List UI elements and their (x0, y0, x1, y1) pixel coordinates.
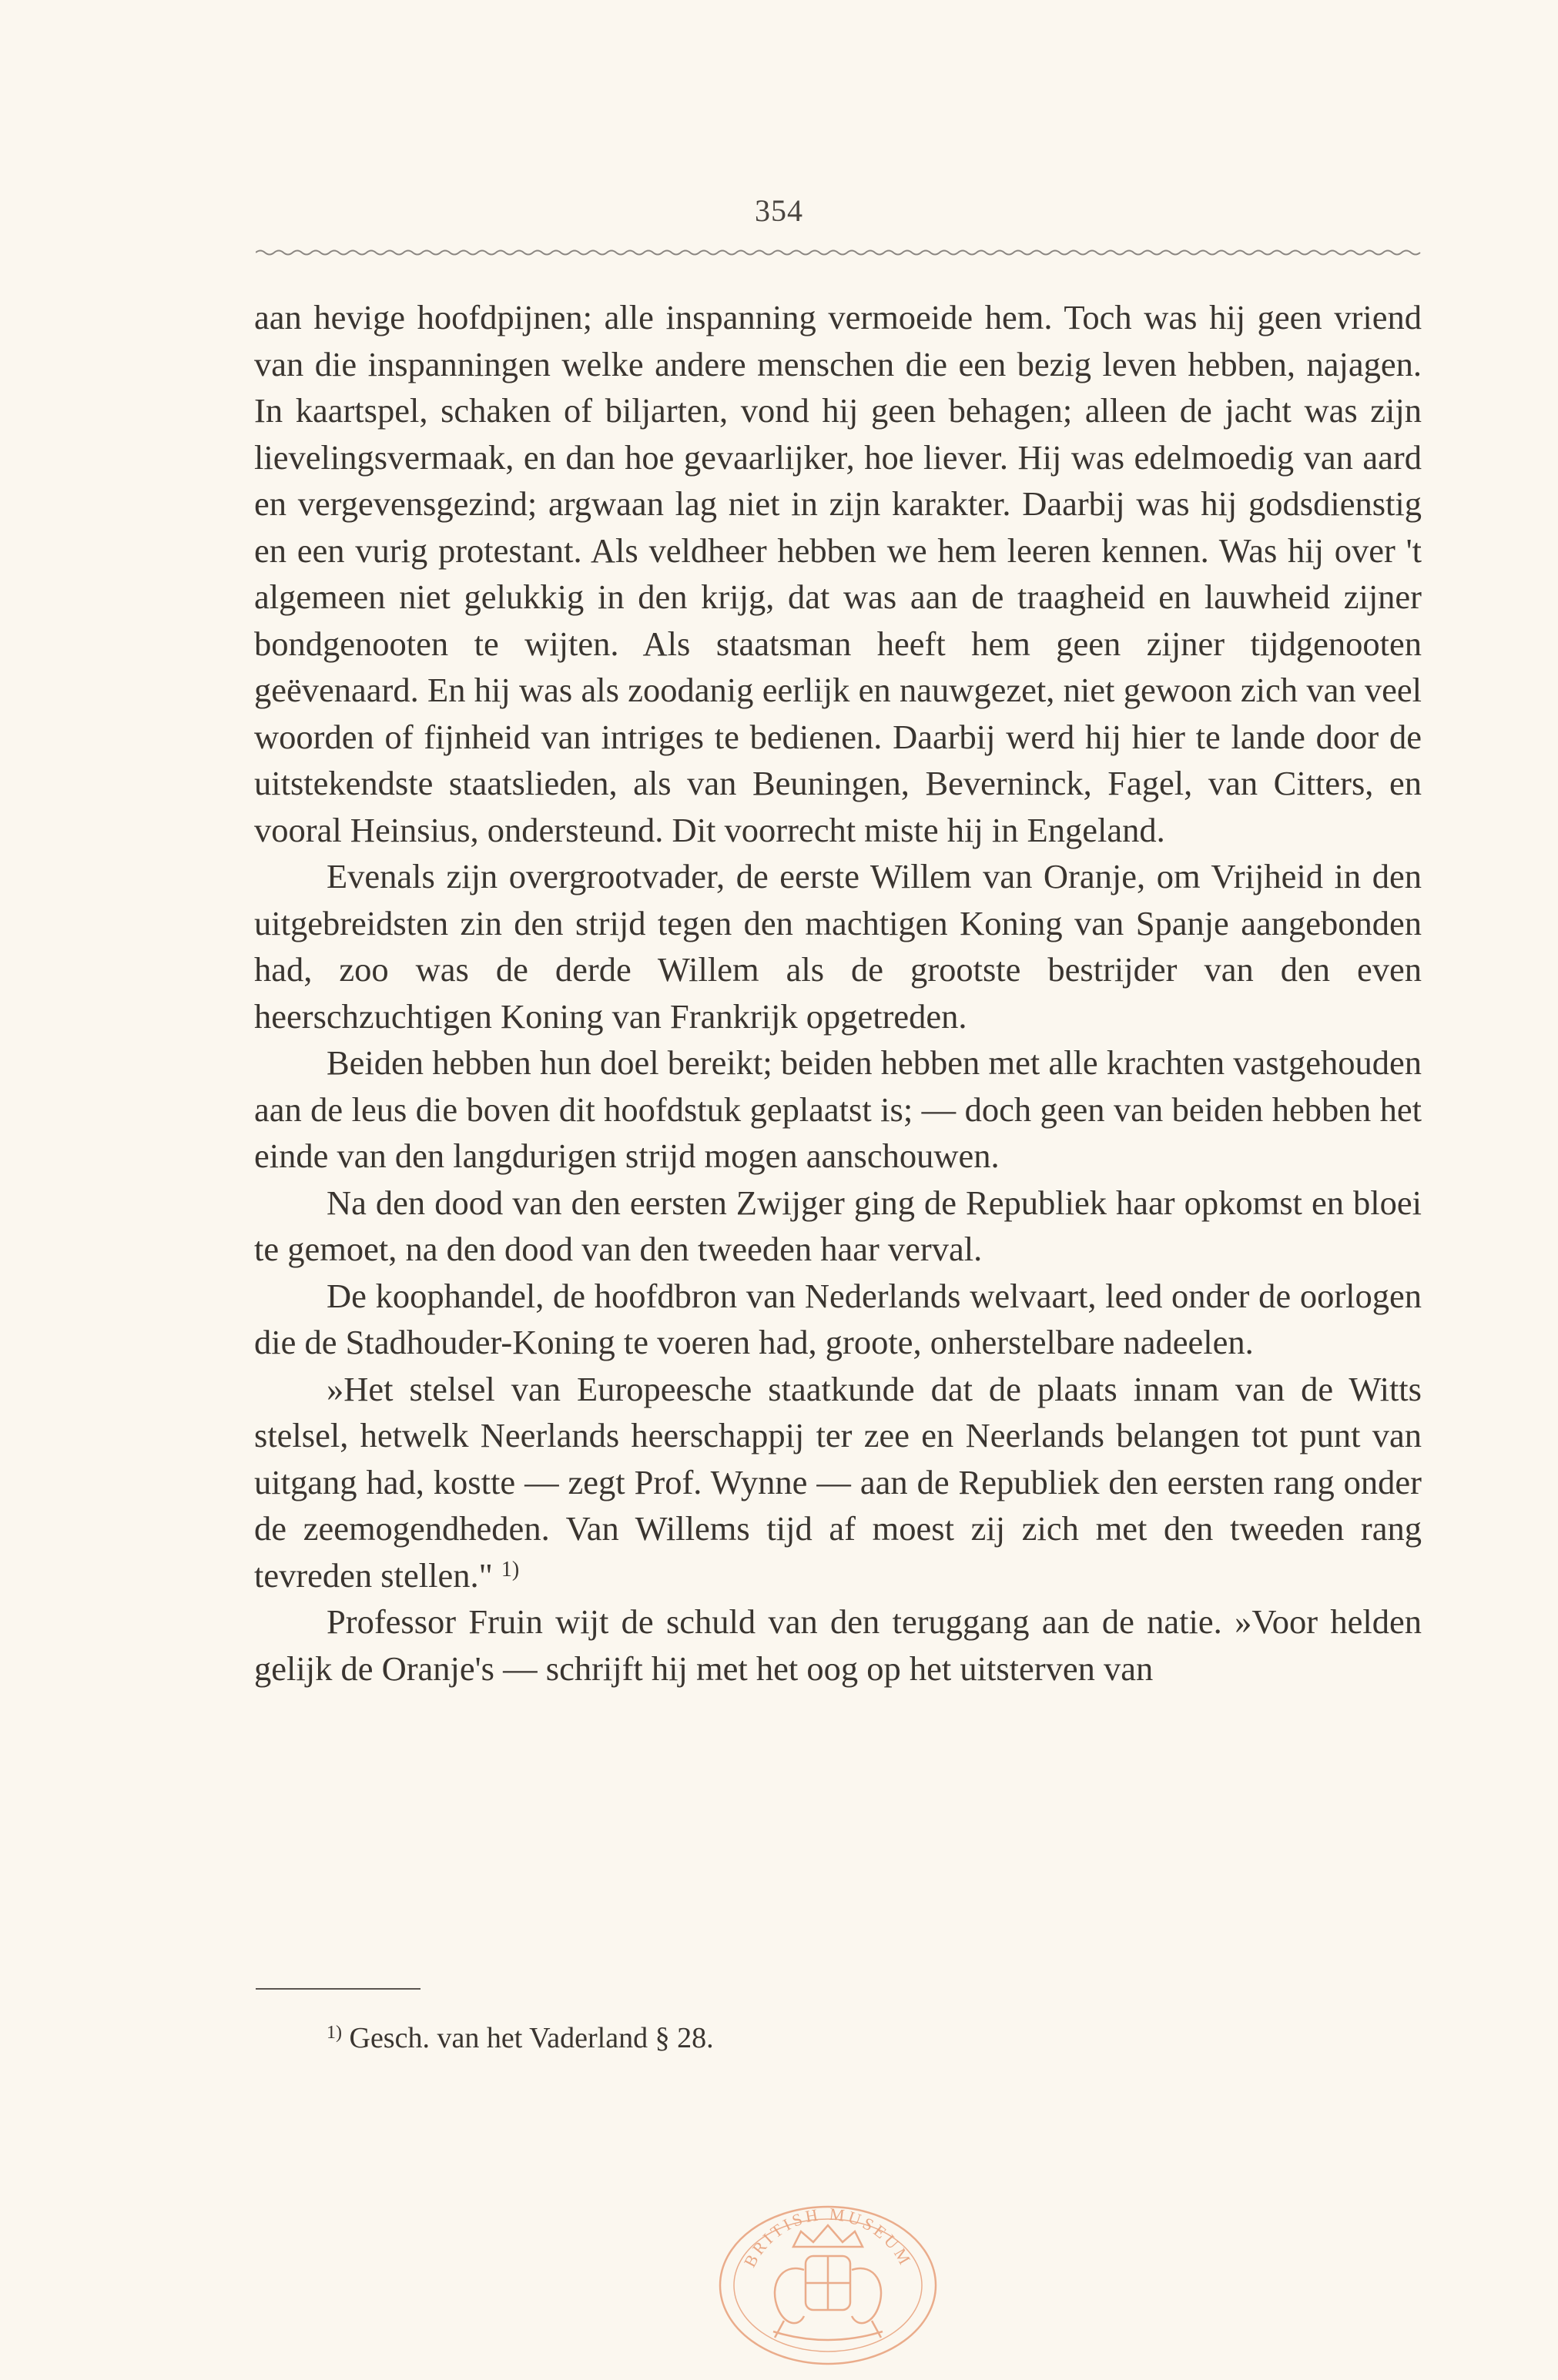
stamp-lettering: BRITISH MUSEUM (739, 2204, 916, 2271)
body-text (254, 294, 1422, 1692)
paragraph-with-footnote (254, 1366, 1422, 1599)
footnote-reference: 1) (501, 1557, 520, 1582)
footnote-text: Gesch. van het Vaderland § 28. (349, 2022, 714, 2054)
page-number: 354 (755, 193, 803, 228)
paragraph: Professor Fruin wijt de schuld van den teruggang aan de natie. »Voor helden gelijk de Oranje's — schrijft hij met het oog op het uitsterven van (254, 1602, 1422, 1688)
footnote-rule (256, 1988, 420, 1990)
british-museum-stamp (707, 2185, 949, 2367)
paragraph: aan hevige hoofdpijnen; alle inspanning vermoeide hem. Toch was hij geen vriend van die inspanningen welke andere menschen die een bezig leven hebben, najagen. In kaartspel, schaken of biljarten, vond hij geen behagen; alleen de jacht was zijn lievelingsvermaak, en dan hoe gevaarlijker, hoe liever. Hij was edelmoedig van aard en vergevensgezind; argwaan lag niet in zijn karakter. Daarbij was hij godsdienstig en een vurig protestant. Als veldheer hebben we hem leeren kennen. Was hij over 't algemeen niet gelukkig in den krijg, dat was aan de traagheid en lauwheid zijner bondgenooten te wijten. Als staatsman heeft hem geen zijner tijdgenooten geëvenaard. En hij was als zoodanig eerlijk en nauwgezet, niet gewoon zich van veel woorden of fijnheid van intriges te bedienen. Daarbij werd hij hier te lande door de uitstekendste staatslieden, als van Beuningen, Beverninck, Fagel, van Citters, en vooral Heinsius, ondersteund. Dit voorrecht miste hij in Engeland. (254, 298, 1422, 849)
header-rule (256, 245, 1425, 260)
paragraph-text: »Het stelsel van Europeesche staatkunde dat de plaats innam van de Witts stelsel, hetwelk Neerlands heerschappij ter zee en Neerlands belangen tot punt van uitgang had, kostte — zegt Prof. Wynne — aan de Republiek den eersten rang onder de zeemogendheden. Van Willems tijd af moest zij zich met den tweeden rang tevreden stellen." (254, 1369, 1422, 1595)
paragraph: Na den dood van den eersten Zwijger ging de Republiek haar opkomst en bloei te gemoet, na den dood van den tweeden haar verval. (254, 1183, 1422, 1268)
footnote-marker: 1) (327, 2023, 342, 2043)
paragraph: De koophandel, de hoofdbron van Nederlands welvaart, leed onder de oorlogen die de Stadhouder-Koning te voeren had, groote, onherstelbare nadeelen. (254, 1276, 1422, 1361)
paragraph: Beiden hebben hun doel bereikt; beiden hebben met alle krachten vastgehouden aan de leus die boven dit hoofdstuk geplaatst is; — doch geen van beiden hebben het einde van den langdurigen strijd mogen aanschouwen. (254, 1043, 1422, 1175)
paragraph: Evenals zijn overgrootvader, de eerste Willem van Oranje, om Vrijheid in den uitgebreidsten zin den strijd tegen den machtigen Koning van Spanje aangebonden had, zoo was de derde Willem als de grootste bestrijder van den even heerschzuchtigen Koning van Frankrijk opgetreden. (254, 857, 1422, 1036)
footnote (327, 2019, 714, 2057)
